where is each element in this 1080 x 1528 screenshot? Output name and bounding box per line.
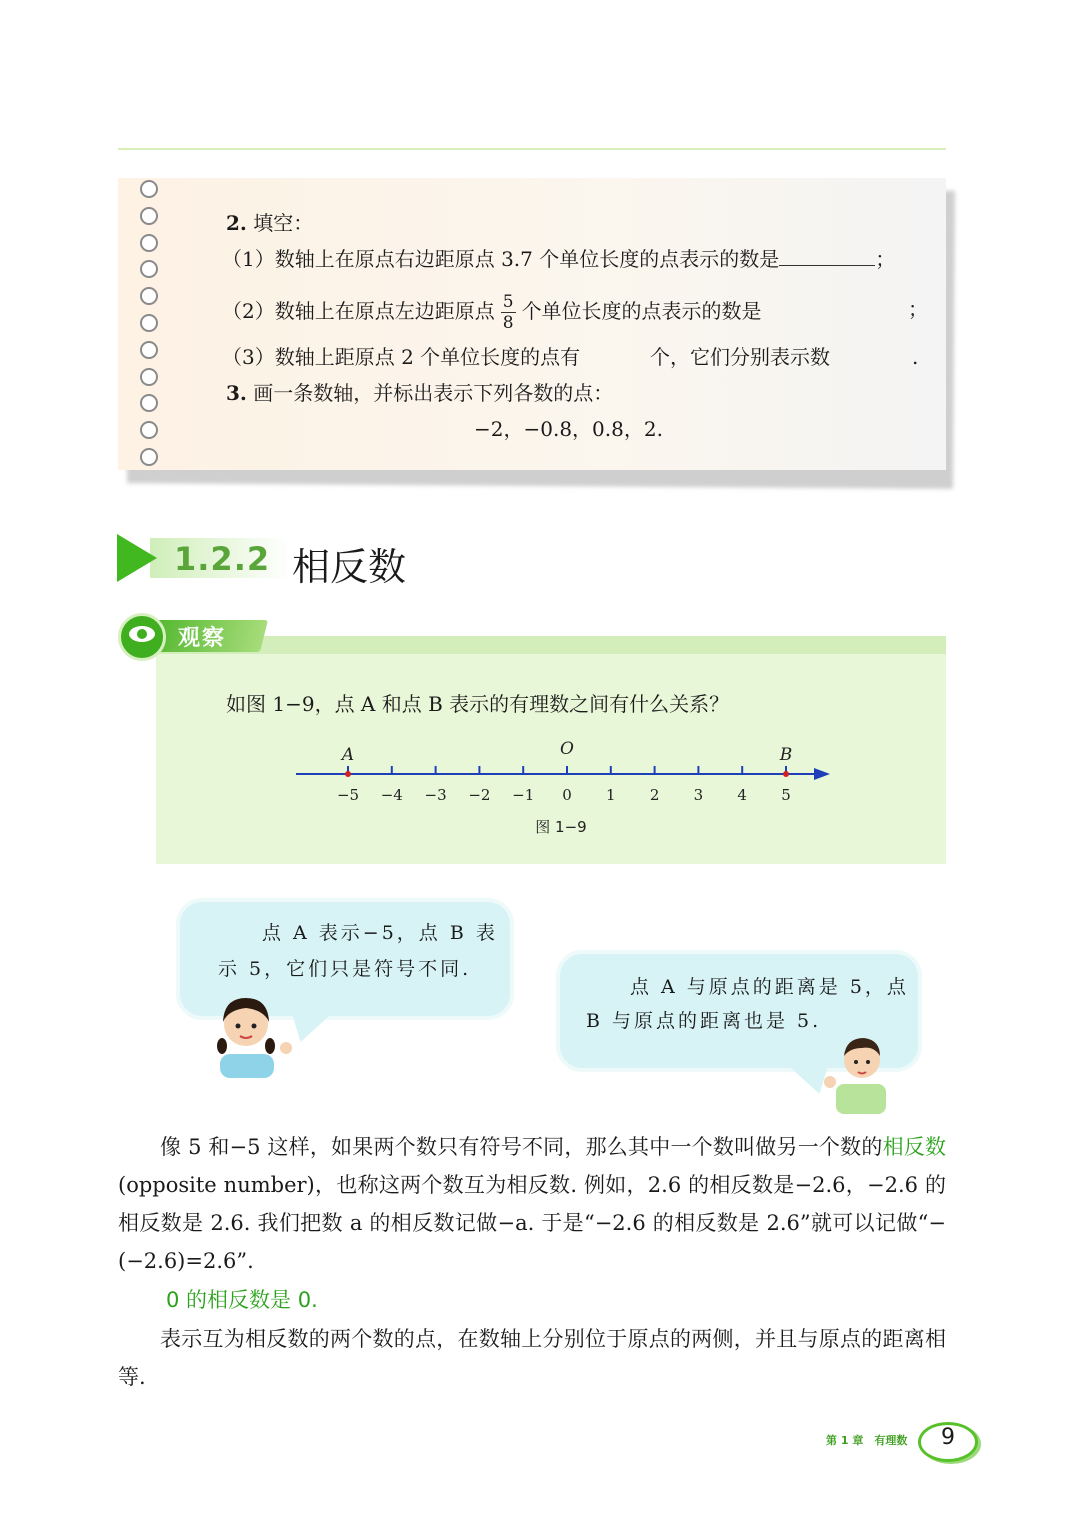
exercise-punct: ；	[908, 297, 928, 321]
chapter-label: 第 1 章 有理数	[826, 1434, 908, 1447]
observe-tag-label: 观察	[178, 626, 227, 651]
binding-ring	[140, 207, 158, 225]
boy-speech-line: 点 A 与原点的距离是 5，点	[630, 976, 909, 998]
paragraph-text: (opposite number)，也称这两个数互为相反数. 例如，2.6 的相反数是−2.6，−2.6 的相反数是 2.6. 我们把数 a 的相反数记做−a. 于是“−2.6 的相反数是 2.6”就可以记做“−(−2.6)=2.6”.	[118, 1173, 946, 1273]
girl-speech-line: 点 A 表示−5，点 B 表	[262, 922, 498, 944]
number-line-tick-label: 5	[781, 786, 791, 804]
exercise-text: （2）数轴上在原点左边距原点	[222, 299, 495, 323]
exercise-title-text: 填空：	[246, 211, 314, 235]
boy-speech-line: B 与原点的距离也是 5.	[586, 1010, 822, 1032]
number-line-tick-label: 1	[606, 786, 616, 804]
definition-paragraph	[118, 1128, 946, 1280]
exercise-2-3-middle: 个，它们分别表示数	[650, 345, 830, 369]
binding-ring	[140, 448, 158, 466]
exercise-punct: ；	[875, 247, 896, 271]
number-line-tick-label: −1	[512, 786, 535, 804]
exercise-punct: .	[912, 345, 919, 369]
paragraph-text: 像 5 和−5 这样，如果两个数只有符号不同，那么其中一个数叫做另一个数的	[160, 1135, 883, 1159]
number-line-tick-label: −4	[380, 786, 403, 804]
girl-illustration	[206, 988, 296, 1078]
number-line-ticks	[337, 739, 791, 804]
exercise-2-1	[222, 246, 895, 272]
property-paragraph: 表示互为相反数的两个数的点，在数轴上分别位于原点的两侧，并且与原点的距离相等.	[118, 1327, 946, 1389]
binding-ring	[140, 314, 158, 332]
number-line-tick-label: −3	[424, 786, 447, 804]
origin-label: O	[560, 739, 574, 759]
observe-header-strip	[156, 636, 946, 656]
page-number: 9	[941, 1425, 955, 1450]
fraction-denominator: 8	[502, 313, 514, 333]
exercise-2-title	[226, 210, 313, 236]
fraction-numerator: 5	[502, 292, 514, 312]
exercise-2-2	[222, 292, 762, 333]
exercise-text: （1）数轴上在原点右边距原点 3.7 个单位长度的点表示的数是	[222, 247, 780, 271]
exercise-title-text: 画一条数轴，并标出表示下列各数的点：	[246, 381, 614, 405]
section-arrow-icon	[117, 534, 157, 582]
girl-speech-line: 示 5，它们只是符号不同.	[218, 958, 472, 980]
eye-icon-pupil	[137, 629, 147, 639]
boy-illustration	[822, 1030, 892, 1114]
number-line-tick-label: −5	[336, 786, 360, 804]
binding-ring	[140, 341, 158, 359]
exercise-text: 个单位长度的点表示的数是	[521, 299, 762, 323]
top-rule	[118, 148, 946, 150]
number-line-tick-label: 0	[562, 786, 572, 804]
number-line-point-label: A	[341, 745, 355, 765]
number-line-point-label: B	[779, 745, 793, 765]
binding-ring	[140, 234, 158, 252]
rule-zero: 0 的相反数是 0.	[166, 1288, 318, 1312]
number-line-point	[783, 771, 789, 777]
section-number: 1.2.2	[174, 540, 271, 578]
exercise-2-3-text: （3）数轴上距原点 2 个单位长度的点有	[222, 345, 581, 369]
exercise-number: 2.	[226, 211, 247, 235]
exercise-3-title	[226, 380, 613, 406]
answer-blank[interactable]	[779, 247, 875, 266]
number-line-point	[345, 771, 351, 777]
number-line-tick-label: 4	[737, 786, 747, 804]
binding-ring	[140, 180, 158, 198]
section-title: 相反数	[292, 545, 407, 589]
binding-ring	[140, 368, 158, 386]
number-line-figure	[290, 732, 850, 812]
fraction	[501, 292, 516, 333]
number-line-arrow-icon	[814, 768, 830, 780]
observe-question: 如图 1−9，点 A 和点 B 表示的有理数之间有什么关系？	[226, 692, 730, 716]
exercise-number: 3.	[226, 381, 247, 405]
number-line-tick-label: 2	[649, 786, 660, 804]
number-line-tick-label: −2	[468, 786, 491, 804]
exercise-3-numbers: −2，−0.8，0.8，2.	[474, 417, 663, 441]
figure-caption: 图 1−9	[535, 818, 587, 836]
number-line-axis	[296, 768, 830, 780]
key-term: 相反数	[882, 1135, 947, 1159]
number-line-tick-label: 3	[693, 786, 704, 804]
